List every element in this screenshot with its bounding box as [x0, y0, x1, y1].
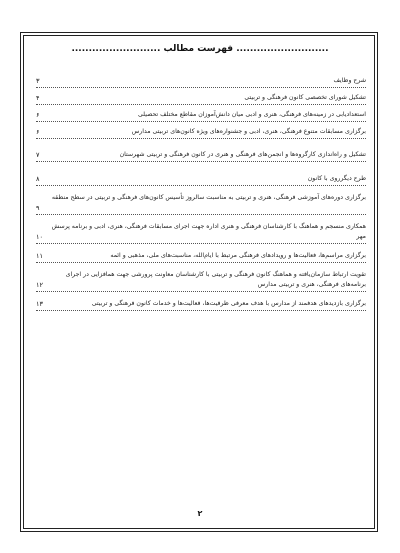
toc-entry[interactable] — [36, 174, 366, 186]
toc-entry-page: ۶ — [36, 128, 40, 136]
toc-entry-text: تشکیل و راه‌اندازی کارگروه‌ها و انجمن‌های فرهنگی و هنری در کانون فرهنگی و تربیتی شهرستان — [119, 151, 366, 158]
toc-title: ........................... فهرست مطالب .......................... — [71, 44, 329, 54]
toc-list — [36, 76, 366, 311]
toc-entry[interactable] — [36, 251, 366, 263]
toc-entry-text: طرح دیگرروی با کانون — [307, 175, 366, 182]
toc-entry-page: ۱۱ — [36, 252, 43, 260]
toc-entry[interactable] — [36, 110, 366, 122]
toc-entry-text: برگزاری بازدیدهای هدفمند از مدارس با هدف معرفی ظرفیت‌ها، فعالیت‌ها و خدمات کانون فرهنگی و تربیتی — [91, 300, 366, 307]
toc-entry-text: همکاری منسجم و هماهنگ با کارشناسان فرهنگی و هنری اداره جهت اجرای مسابقات فرهنگی، هنری، ادبی و برنامه پرسش مهر — [51, 223, 366, 240]
toc-entry-page: ۱۳ — [36, 300, 43, 308]
toc-entry-page: ۴ — [36, 94, 40, 102]
toc-entry[interactable] — [36, 76, 366, 88]
toc-entry-page: ۶ — [36, 111, 40, 119]
toc-entry-text: برگزاری دوره‌های آموزشی فرهنگی، هنری و تربیتی به مناسبت سالروز تأسیس کانون‌های فرهنگی و تربیتی در سطح منطقه — [51, 194, 366, 201]
toc-entry-text: تشکیل شورای تخصصی کانون فرهنگی و تربیتی — [244, 94, 366, 101]
toc-entry[interactable] — [36, 193, 366, 215]
page-number: ۲ — [197, 509, 203, 518]
toc-entry-page: ۹ — [36, 204, 40, 212]
toc-entry-text: برگزاری مسابقات متنوع فرهنگی، هنری، ادبی و جشنواره‌های ویژه کانون‌های تربیتی مدارس — [131, 128, 366, 135]
toc-entry[interactable] — [36, 222, 366, 244]
toc-entry-text: شرح وظایف — [333, 77, 366, 84]
toc-entry[interactable] — [36, 150, 366, 162]
toc-entry-page: ۷ — [36, 151, 40, 159]
toc-entry-text: برگزاری مراسم‌ها، فعالیت‌ها و رویدادهای فرهنگی مرتبط با ایام‌الله، مناسبت‌های ملی، مذهبی و ائمه — [110, 252, 366, 259]
toc-entry[interactable] — [36, 270, 366, 292]
toc-entry-text: استعدادیابی در زمینه‌های فرهنگی، هنری و ادبی میان دانش‌آموزان مقاطع مختلف تحصیلی — [138, 111, 366, 118]
toc-entry-page: ۸ — [36, 175, 40, 183]
toc-entry[interactable] — [36, 299, 366, 311]
toc-entry[interactable] — [36, 127, 366, 139]
toc-entry-text: تقویت ارتباط سازمان‌یافته و هماهنگ کانون فرهنگی و تربیتی با کارشناسان معاونت پرورشی جهت همافزایی در اجرای برنامه‌های فرهنگی، هنری و تربیتی مدارس — [65, 271, 366, 288]
toc-entry-page: ۱۲ — [36, 281, 43, 289]
toc-entry-page: ۳ — [36, 77, 40, 85]
toc-entry-page: ۱۰ — [36, 233, 43, 241]
toc-entry[interactable] — [36, 93, 366, 105]
